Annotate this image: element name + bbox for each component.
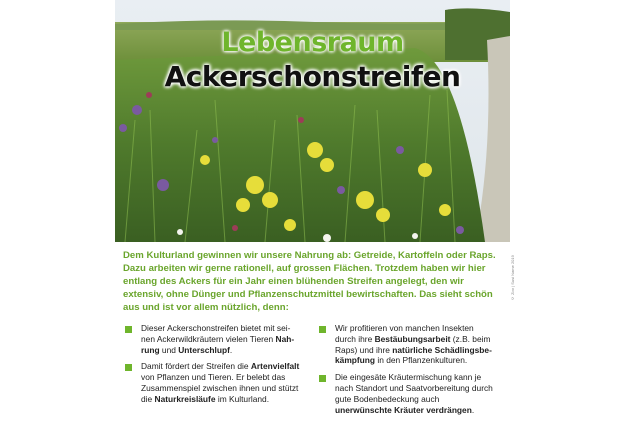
bullet-square-icon bbox=[319, 326, 326, 333]
list-item: Dieser Ackerschonstreifen bietet mit seinen Ackerwildkräutern vielen Tieren Nahrung und Unterschlupf. bbox=[123, 323, 301, 355]
bullet-column-left bbox=[123, 323, 301, 411]
list-item: Die eingesäte Kräutermischung kann je nach Standort und Saatvorbereitung durch gute Bodenbedeckung auch unerwünschte Kräuter verdrängen. bbox=[317, 372, 495, 415]
bullet-square-icon bbox=[319, 375, 326, 382]
list-item: Damit fördert der Streifen die Artenvielfalt von Pflanzen und Tieren. Er belebt das Zusammenspiel zwischen ihnen und stützt die Naturkreisläufe im Kulturland. bbox=[123, 361, 301, 404]
list-item: Wir profitieren von manchen Insekten durch ihre Bestäubungsarbeit (z.B. beim Raps) und ihre natürliche Schädlingsbekämpfung in den Pflanzenkulturen. bbox=[317, 323, 495, 366]
intro-paragraph: Dem Kulturland gewinnen wir unsere Nahrung ab: Getreide, Kartoffeln oder Raps. Dazu arbeiten wir gerne rationell, auf grossen Flächen. Trotzdem haben wir hier entlang des Ackers für ein Jahr einen blühenden Streifen angelegt, den wir extensiv, ohne Dünger und Pflanzenschutzmittel bewirtschaften. Das sieht schön aus und ist vor allem nützlich, denn: bbox=[123, 250, 496, 313]
title-line-1: Lebensraum bbox=[221, 27, 404, 58]
poster bbox=[115, 0, 515, 420]
bullet-column-right bbox=[317, 323, 495, 421]
bullet-square-icon bbox=[125, 326, 132, 333]
bullet-square-icon bbox=[125, 364, 132, 371]
title-line-2: Ackerschonstreifen bbox=[164, 60, 461, 93]
photo-credit: © Zoo | Susi Name 2019 bbox=[510, 255, 515, 301]
